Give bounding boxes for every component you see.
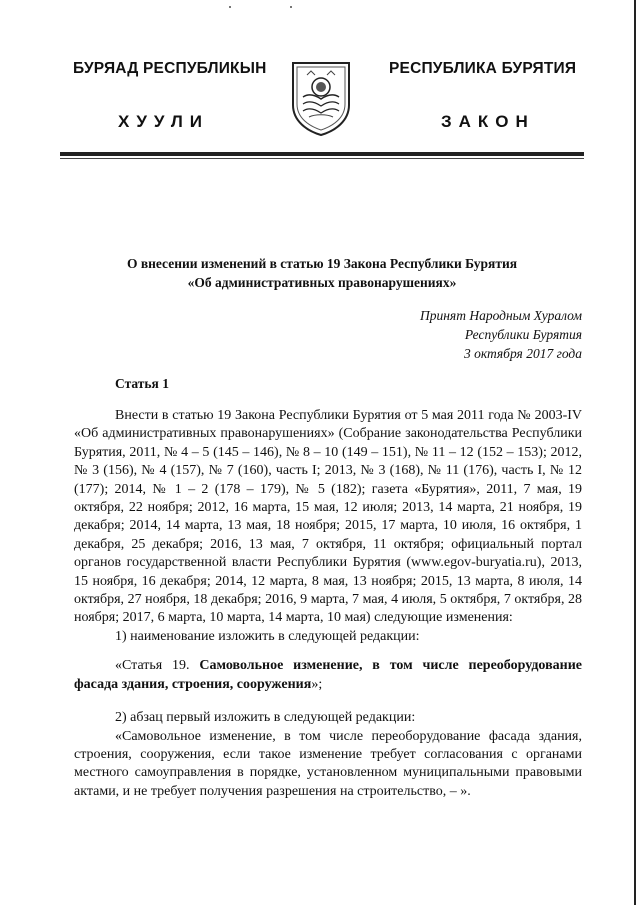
amendment-item-2: 2) абзац первый изложить в следующей редакции: xyxy=(115,710,416,726)
adoption-line1: Принят Народным Хуралом xyxy=(419,308,582,323)
header-left-line1: БУРЯАД РЕСПУБЛИКЫН xyxy=(73,60,267,77)
quote-bold-title: Самовольное изменение, в том числе переоборудование фасада здания, строения, сооружения xyxy=(74,658,582,692)
scan-speck xyxy=(229,6,231,8)
adoption-note xyxy=(330,306,582,363)
law-title-line1: О внесении изменений в статью 19 Закона Республики Бурятия xyxy=(126,256,518,271)
amendment-item-1: 1) наименование изложить в следующей редакции: xyxy=(115,628,420,644)
amendment-quote-1 xyxy=(74,657,582,694)
adoption-date: 3 октября 2017 года xyxy=(463,346,582,361)
coat-of-arms-icon xyxy=(289,59,353,137)
article-intro-paragraph: Внести в статью 19 Закона Республики Бурятия от 5 мая 2011 года № 2003-IV «Об административных правонарушениях» (Собрание законодательства Республики Бурятия, 2011, № 4 – 5 (145 – 146), № 8 – 10 (149 – 151), № 11 – 12 (152 – 153); 2012, № 3 (156), № 4 (157), № 7 (160), часть I; 2013, № 3 (168), № 11 (176), часть I, № 12 (177); 2014, № 1 – 2 (178 – 179), № 5 (182); газета «Бурятия», 2011, 7 мая, 19 октября, 22 ноября; 2012, 16 марта, 15 мая, 12 июля; 2013, 14 марта, 21 ноября, 19 декабря; 2014, 14 марта, 13 мая, 18 ноября; 2015, 17 марта, 10 июля, 16 октября, 1 декабря, 25 декабря; 2016, 13 мая, 7 октября, 11 октября; официальный портал органов государственной власти Республики Бурятия (www.egov-buryatia.ru), 2013, 15 ноября, 16 декабря; 2014, 12 марта, 8 мая, 13 ноября; 2015, 13 марта, 8 июля, 14 октября, 27 ноября, 18 декабря; 2016, 9 марта, 7 мая, 4 июля, 5 октября, 7 октября, 28 ноября; 2017, 6 марта, 10 марта, 14 марта, 10 мая) следующие изменения: xyxy=(74,408,582,626)
header-right-line1: РЕСПУБЛИКА БУРЯТИЯ xyxy=(389,60,577,77)
header-rule-thin xyxy=(60,158,584,159)
scan-speck xyxy=(290,6,292,8)
article-body xyxy=(74,407,582,801)
law-title xyxy=(80,254,564,292)
law-title-line2: «Об административных правонарушениях» xyxy=(187,275,457,290)
scan-border xyxy=(634,0,636,905)
amendment-quote-2: «Самовольное изменение, в том числе переоборудование фасада здания, строения, сооружения, если такое изменение требует согласования с органами местного самоуправления в порядке, установленном муниципальными правовыми актами, и не требует получения разрешения на строительство, – ». xyxy=(74,728,582,799)
quote-suffix: »; xyxy=(311,676,323,692)
header-right-line2: ЗАКОН xyxy=(441,112,535,131)
header-rule xyxy=(60,152,584,156)
adoption-line2: Республики Бурятия xyxy=(464,327,582,342)
quote-prefix: «Статья 19. xyxy=(115,658,200,674)
article-heading: Статья 1 xyxy=(115,376,169,391)
header-left-line2: ХУУЛИ xyxy=(118,112,209,131)
